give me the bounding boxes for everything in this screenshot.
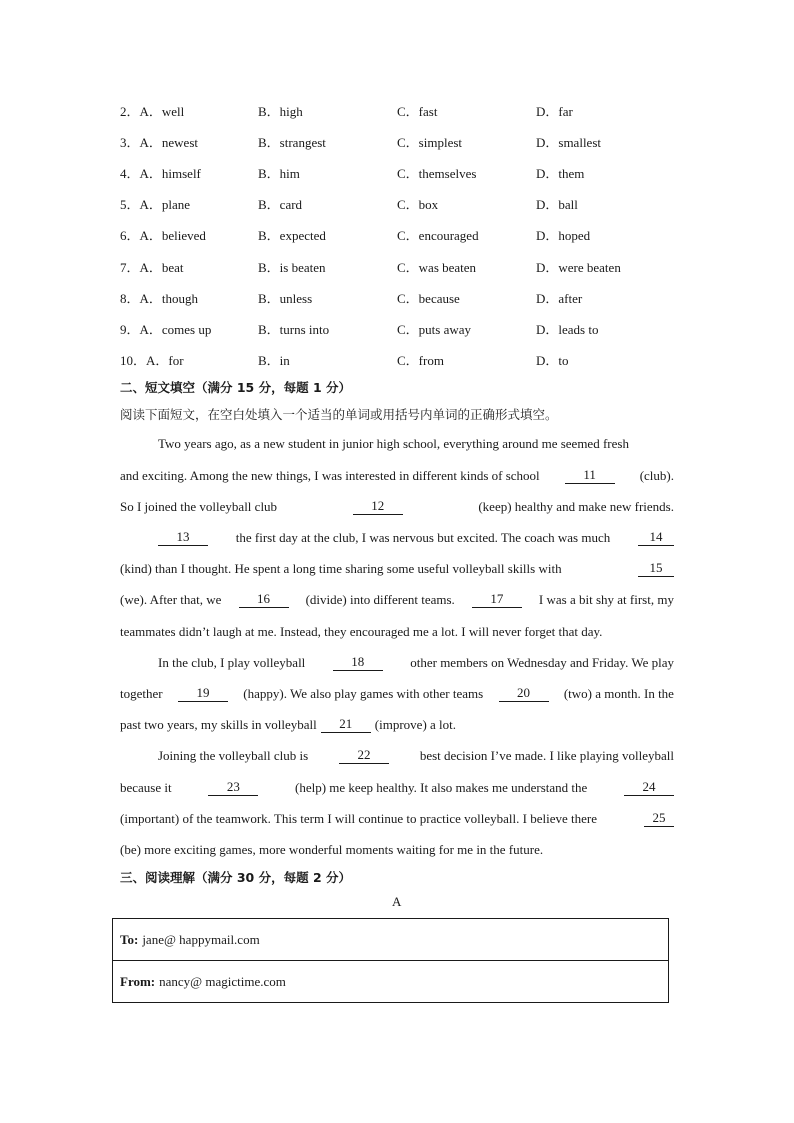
option-d: D．to [536, 353, 569, 368]
blank-11[interactable]: 11 [565, 466, 615, 484]
option-a: 6．A．believed [120, 228, 206, 243]
option-c: C．encouraged [397, 228, 479, 243]
option-a: 10．A．for [120, 353, 184, 368]
section-2-heading: 二、短文填空（满分 15 分，每题 1 分） [120, 380, 352, 395]
option-a: 3．A．newest [120, 135, 198, 150]
section-2-instruction: 阅读下面短文，在空白处填入一个适当的单词或用括号内单词的正确形式填空。 [120, 407, 558, 422]
passage-line: and exciting. Among the new things, I was interested in different kinds of school 11 (club). [120, 467, 674, 483]
option-d: D．hoped [536, 228, 591, 243]
blank-22[interactable]: 22 [339, 746, 389, 764]
option-c: C．simplest [397, 135, 463, 150]
email-from-row [113, 961, 668, 1002]
option-a: 5．A．plane [120, 197, 191, 212]
passage-line: 13 the first day at the club, I was nervous but excited. The coach was much 14 [158, 528, 674, 548]
option-b: B．expected [258, 228, 326, 243]
option-d: D．after [536, 291, 583, 306]
section-3-heading: 三、阅读理解（满分 30 分，每题 2 分） [120, 870, 352, 885]
part-label: A [392, 894, 402, 909]
option-d: D．smallest [536, 135, 601, 150]
blank-13[interactable]: 13 [158, 528, 208, 546]
blank-24[interactable]: 24 [624, 778, 674, 796]
passage-line: (important) of the teamwork. This term I will continue to practice volleyball. I believe there 25 [120, 809, 674, 829]
passage-line: Two years ago, as a new student in junior high school, everything around me seemed fresh [158, 436, 629, 451]
blank-16[interactable]: 16 [239, 590, 289, 608]
option-d: D．far [536, 104, 573, 119]
option-c: C．puts away [397, 322, 472, 337]
to-label: To: [120, 931, 139, 947]
blank-25[interactable]: 25 [644, 809, 674, 827]
option-a: 7．A．beat [120, 260, 184, 275]
passage-line: teammates didn’t laugh at me. Instead, they encouraged me a lot. I will never forget that day. [120, 624, 603, 639]
option-a: 2．A．well [120, 104, 185, 119]
option-c: C．box [397, 197, 439, 212]
option-b: B．unless [258, 291, 313, 306]
option-b: B．strangest [258, 135, 326, 150]
blank-12[interactable]: 12 [353, 497, 403, 515]
passage-line: (kind) than I thought. He spent a long time sharing some useful volleyball skills with 15 [120, 559, 674, 579]
passage-line: (be) more exciting games, more wonderful moments waiting for me in the future. [120, 842, 544, 857]
blank-20[interactable]: 20 [499, 684, 549, 702]
option-d: D．ball [536, 197, 578, 212]
option-d: D．them [536, 166, 585, 181]
option-b: B．him [258, 166, 300, 181]
to-value: jane@ happymail.com [142, 931, 260, 947]
option-b: B．high [258, 104, 303, 119]
option-c: C．was beaten [397, 260, 477, 275]
blank-21[interactable]: 21 [321, 715, 371, 733]
from-value: nancy@ magictime.com [159, 973, 286, 989]
blank-15[interactable]: 15 [638, 559, 674, 577]
email-to-row [113, 919, 668, 961]
option-b: B．in [258, 353, 290, 368]
passage-line: because it 23 (help) me keep healthy. It also makes me understand the 24 [120, 778, 674, 798]
blank-18[interactable]: 18 [333, 653, 383, 671]
passage-line: So I joined the volleyball club 12 (keep) healthy and make new friends. [120, 498, 674, 514]
option-a: 4．A．himself [120, 166, 201, 181]
option-b: B．card [258, 197, 303, 212]
blank-23[interactable]: 23 [208, 778, 258, 796]
option-a: 9．A．comes up [120, 322, 212, 337]
passage-line: Joining the volleyball club is 22 best decision I’ve made. I like playing volleyball [158, 747, 674, 763]
option-a: 8．A．though [120, 291, 199, 306]
option-b: B．turns into [258, 322, 330, 337]
option-d: D．leads to [536, 322, 599, 337]
passage-line: (we). After that, we 16 (divide) into different teams. 17 I was a bit shy at first, my [120, 591, 674, 607]
passage-line: together 19 (happy). We also play games with other teams 20 (two) a month. In the [120, 685, 674, 701]
option-c: C．fast [397, 104, 438, 119]
blank-17[interactable]: 17 [472, 590, 522, 608]
option-b: B．is beaten [258, 260, 326, 275]
blank-19[interactable]: 19 [178, 684, 228, 702]
blank-14[interactable]: 14 [638, 528, 674, 546]
option-c: C．from [397, 353, 444, 368]
passage-line: past two years, my skills in volleyball 21 (improve) a lot. [120, 716, 457, 732]
email-header-table [112, 918, 669, 1003]
option-d: D．were beaten [536, 260, 621, 275]
option-c: C．themselves [397, 166, 477, 181]
option-c: C．because [397, 291, 460, 306]
from-label: From: [120, 973, 156, 989]
passage-line: In the club, I play volleyball 18 other members on Wednesday and Friday. We play [158, 654, 674, 670]
